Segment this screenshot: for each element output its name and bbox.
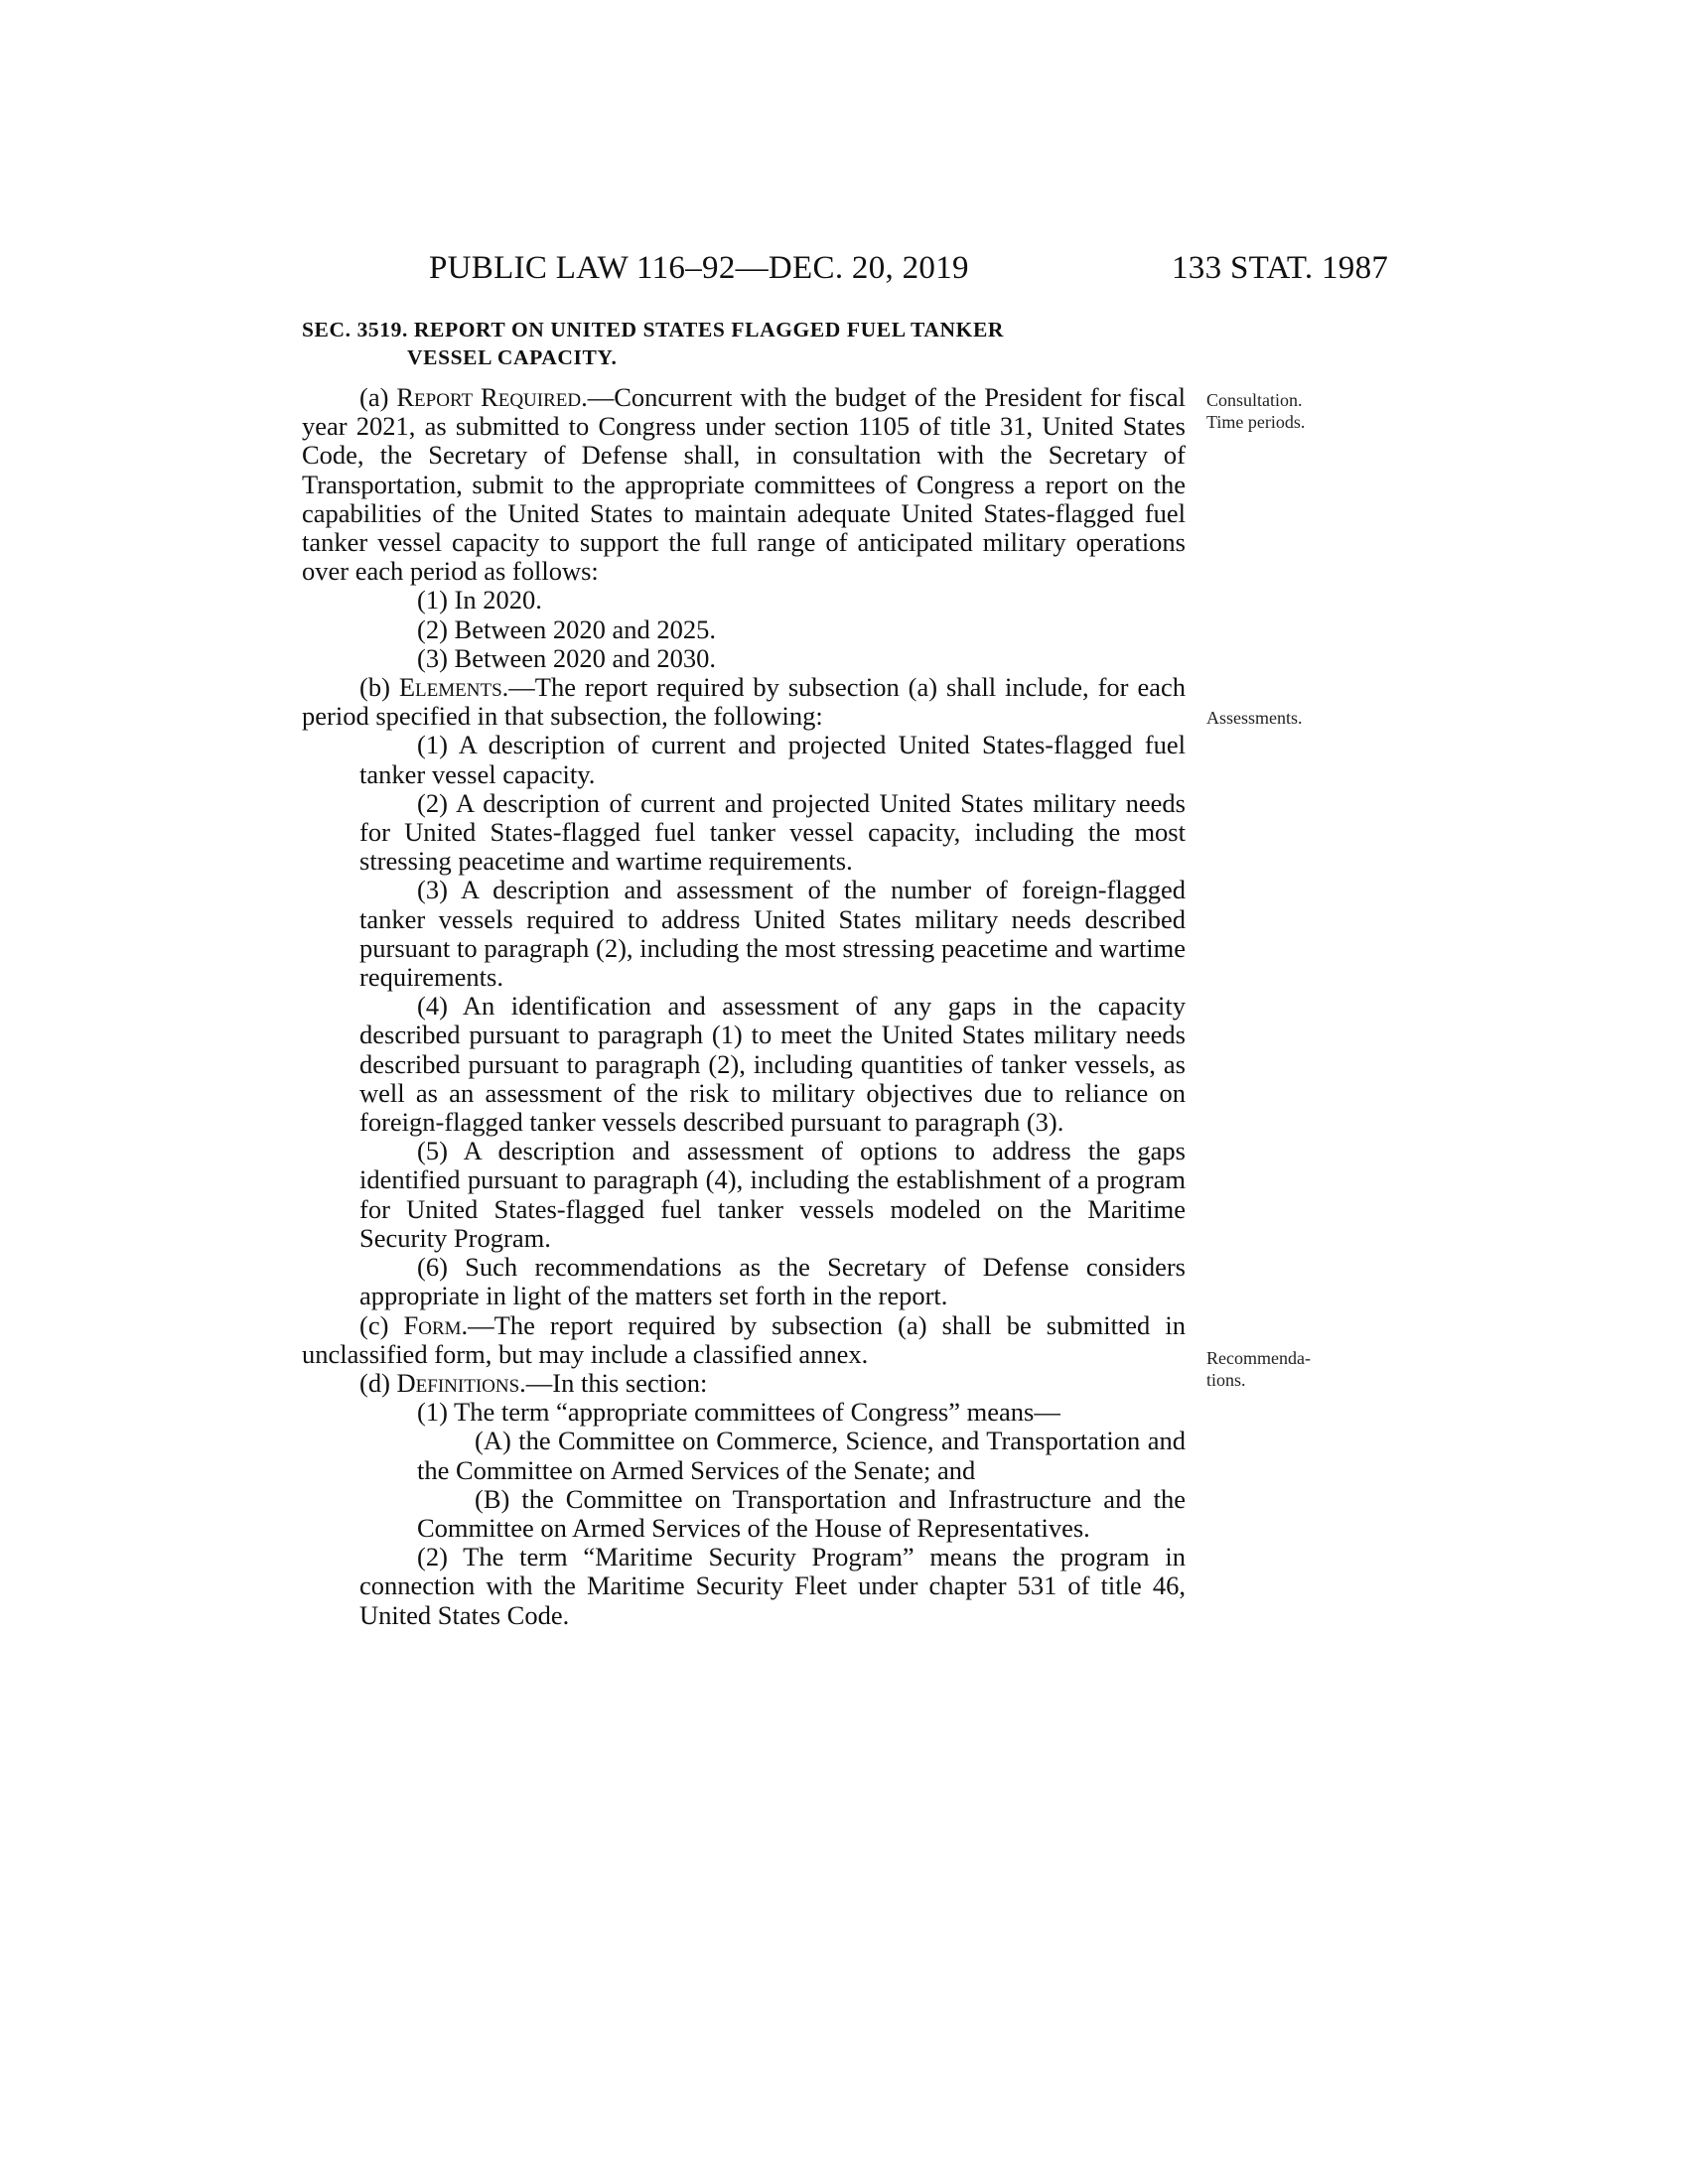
section-heading-line-2: VESSEL CAPACITY. xyxy=(407,345,618,369)
margin-note-recommendations-line-1: Recommenda- xyxy=(1206,1348,1311,1368)
subsection-c-text: .—The report required by subsection (a) shall be submitted in unclassified form, but may include a classified annex. xyxy=(302,1309,1186,1369)
running-head: PUBLIC LAW 116–92—DEC. 20, 2019 xyxy=(429,250,969,286)
subsection-a-heading: Report Required xyxy=(396,382,582,412)
subsection-b-heading: Elements xyxy=(398,672,502,703)
subsection-b-text: .—The report required by subsection (a) shall include, for each period specified in that subsection, the following: xyxy=(302,672,1186,732)
subsection-b-paragraph-1: (1) A description of current and projected United States-flagged fuel tanker vessel capacity. xyxy=(359,730,1186,789)
subsection-a-item-2: (2) Between 2020 and 2025. xyxy=(417,614,716,644)
subsection-b-paragraph-3: (3) A description and assessment of the number of foreign-flagged tanker vessels required to address United States military needs described pursuant to paragraph (2), including the most stressing peacetime and wartime requirements. xyxy=(359,875,1186,993)
subsection-a-designator: (a) xyxy=(359,382,397,412)
subsection-b-designator: (b) xyxy=(359,672,399,703)
subsection-d-subparagraph-B: (B) the Committee on Transportation and Infrastructure and the Committee on Armed Services of the House of Representatives. xyxy=(417,1483,1186,1543)
section-heading-line-1: SEC. 3519. REPORT ON UNITED STATES FLAGGED FUEL TANKER xyxy=(302,318,1005,341)
subsection-a-item-3: (3) Between 2020 and 2030. xyxy=(417,642,716,673)
subsection-a-item-1: (1) In 2020. xyxy=(417,585,542,615)
section-heading xyxy=(302,316,1186,371)
statute-page-citation: 133 STAT. 1987 xyxy=(1172,250,1389,286)
margin-note-assessments: Assessments. xyxy=(1206,708,1303,728)
subsection-a xyxy=(302,383,1186,586)
margin-note-time-periods: Time periods. xyxy=(1206,412,1306,432)
subsection-d-designator: (d) xyxy=(359,1367,397,1398)
subsection-d-text: .—In this section: xyxy=(519,1367,708,1398)
margin-note-recommendations-line-2: tions. xyxy=(1206,1370,1246,1390)
subsection-c xyxy=(302,1311,1186,1369)
subsection-c-heading: Form xyxy=(403,1309,462,1340)
subsection-d-heading: Definitions xyxy=(396,1367,520,1398)
page-header xyxy=(0,250,1688,300)
subsection-d-subparagraph-A: (A) the Committee on Commerce, Science, and Transportation and the Committee on Armed Services of the Senate; and xyxy=(417,1426,1186,1485)
margin-note-consultation: Consultation. xyxy=(1206,390,1303,410)
subsection-b xyxy=(302,673,1186,731)
section-body xyxy=(302,383,1186,1630)
subsection-d-paragraph-2: (2) The term “Maritime Security Program” means the program in connection with the Maritime Security Fleet under chapter 531 of title 46, United States Code. xyxy=(359,1542,1186,1630)
subsection-b-paragraph-6: (6) Such recommendations as the Secretary of Defense considers appropriate in light of the matters set forth in the report. xyxy=(359,1252,1186,1311)
subsection-c-designator: (c) xyxy=(359,1309,404,1340)
subsection-d-paragraph-1: (1) The term “appropriate committees of Congress” means— xyxy=(417,1397,1060,1428)
subsection-a-text: .—Concurrent with the budget of the President for fiscal year 2021, as submitted to Congress under section 1105 of title 31, United States Code, the Secretary of Defense shall, in consultation with the Secretary of Transportation, submit to the appropriate committees of Congress a report on the capabilities of the United States to maintain adequate United States-flagged fuel tanker vessel capacity to support the full range of anticipated military operations over each period as follows: xyxy=(302,382,1187,587)
subsection-b-paragraph-2: (2) A description of current and projected United States military needs for United States-flagged fuel tanker vessel capacity, including the most stressing peacetime and wartime requirements. xyxy=(359,787,1186,877)
subsection-b-paragraph-5: (5) A description and assessment of options to address the gaps identified pursuant to paragraph (4), including the establishment of a program for United States-flagged fuel tanker vessels modeled on the Maritime Security Program. xyxy=(359,1136,1186,1253)
subsection-b-paragraph-4: (4) An identification and assessment of any gaps in the capacity described pursuant to paragraph (1) to meet the United States military needs described pursuant to paragraph (2), including quantities of tanker vessels, as well as an assessment of the risk to military objectives due to reliance on foreign-flagged tanker vessels described pursuant to paragraph (3). xyxy=(359,991,1186,1138)
subsection-d xyxy=(302,1369,1186,1398)
